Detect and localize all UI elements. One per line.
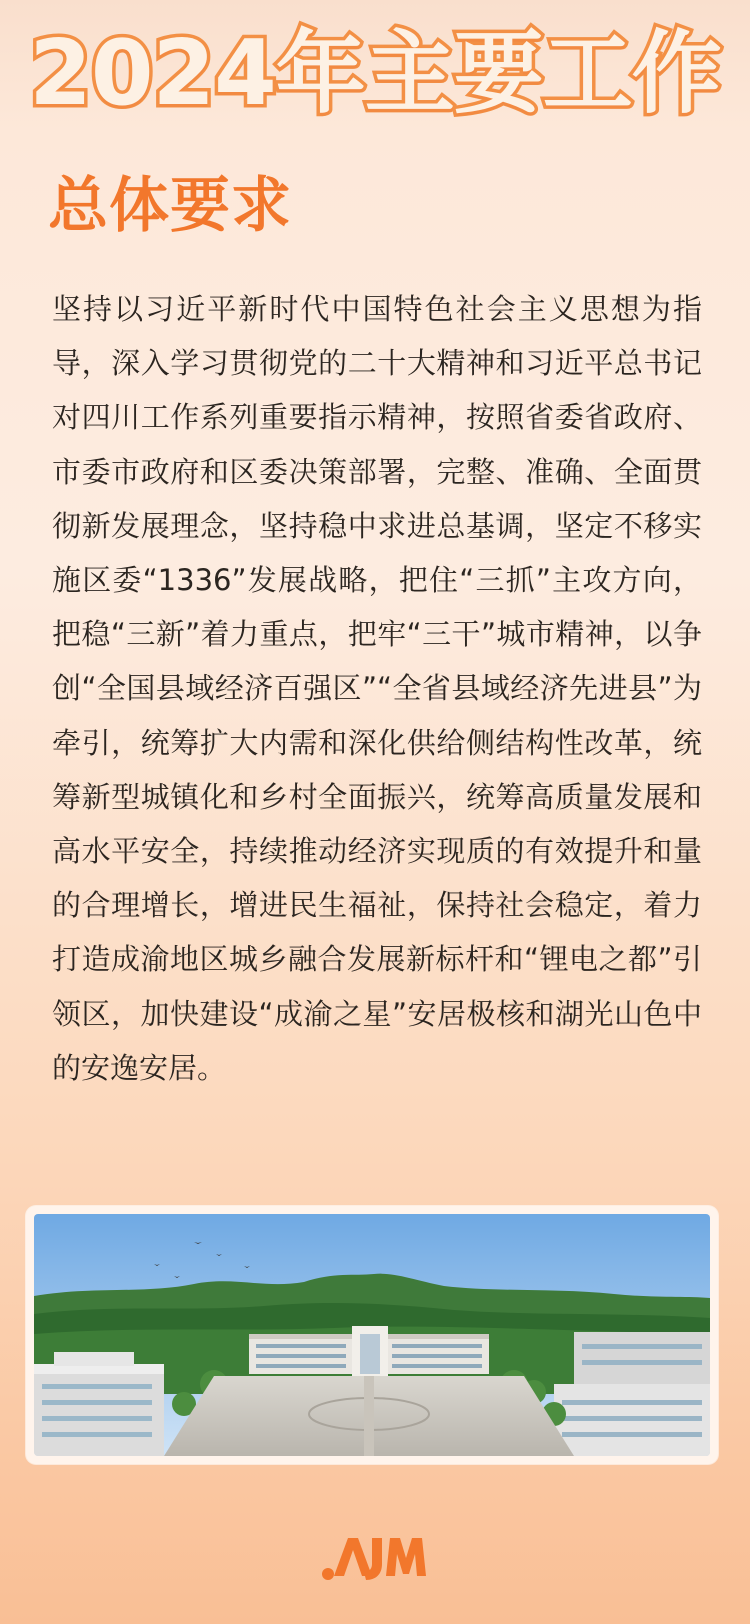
section-body-text: 坚持以习近平新时代中国特色社会主义思想为指导，深入学习贯彻党的二十大精神和习近平总书记对四川工作系列重要指示精神，按照省委省政府、市委市政府和区委决策部署，完整、准确、全面贯彻新发展理念，坚持稳中求进总基调，坚定不移实施区委“1336”发展战略，把住“三抓”主攻方向，把稳“三新”着力重点，把牢“三干”城市精神，以争创“全国县域经济百强区”“全省县域经济先进县”为牵引，统筹扩大内需和深化供给侧结构性改革，统筹新型城镇化和乡村全面振兴，统筹高质量发展和高水平安全，持续推动经济实现质的有效提升和量的合理增长，增进民生福祉，保持社会稳定，着力打造成渝地区城乡融合发展新标杆和“锂电之都”引领区，加快建设“成渝之星”安居极核和湖光山色中的安逸安居。 bbox=[52, 292, 702, 1085]
page-title: 2024年主要工作 bbox=[29, 21, 721, 126]
section-heading: 总体要求 bbox=[48, 171, 292, 241]
photo-frame bbox=[26, 1206, 718, 1464]
brand-logo-icon bbox=[320, 1530, 430, 1584]
government-building-photo bbox=[34, 1214, 710, 1456]
